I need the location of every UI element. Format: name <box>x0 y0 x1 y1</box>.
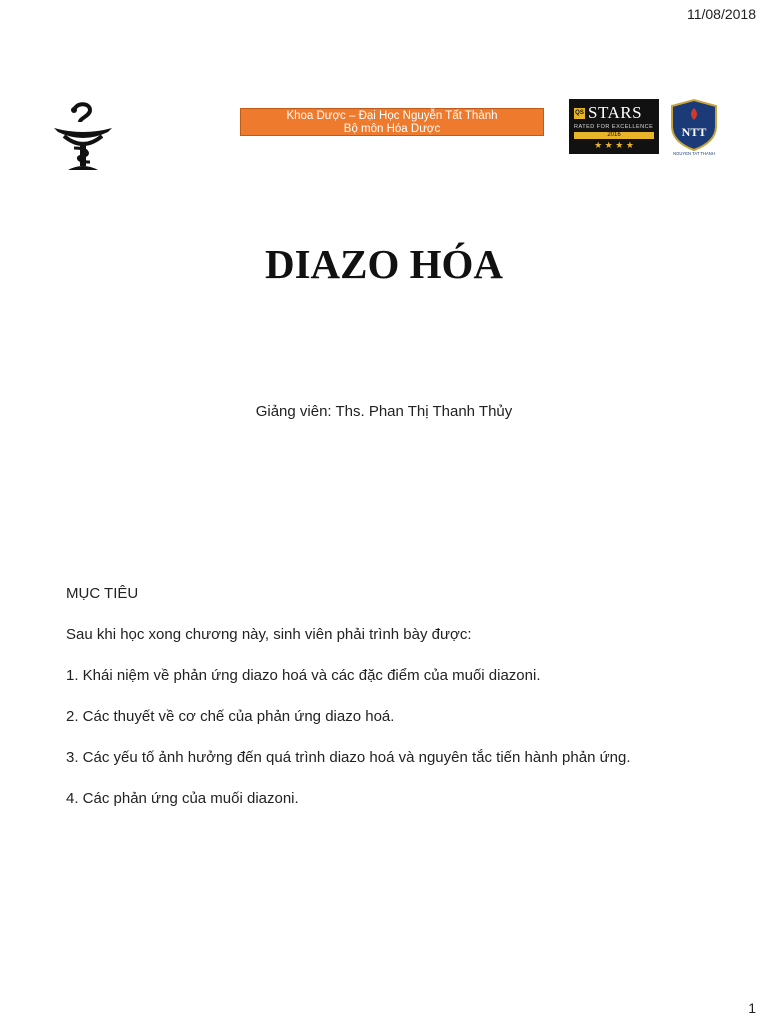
faculty-banner <box>240 108 544 136</box>
stars-tagline: RATED FOR EXCELLENCE <box>574 124 654 130</box>
objectives-heading: MỤC TIÊU <box>66 585 139 602</box>
objective-item: 1. Khái niệm về phản ứng diazo hoá và các đặc điểm của muối diazoni. <box>66 667 541 684</box>
star-rating-icon: ★ ★ ★ ★ <box>594 140 634 150</box>
ntt-university-shield-logo <box>668 98 720 156</box>
qs-stars-logo <box>569 99 659 154</box>
banner-department-line: Bộ môn Hóa Dược <box>343 123 441 135</box>
objective-item: 2. Các thuyết về cơ chế của phản ứng diazo hoá. <box>66 708 395 725</box>
banner-faculty-line: Khoa Dược – Đại Học Nguyễn Tất Thành <box>286 110 498 122</box>
page-number: 1 <box>748 1000 756 1016</box>
pharmacy-caduceus-icon <box>50 98 116 172</box>
objectives-intro: Sau khi học xong chương này, sinh viên phải trình bày được: <box>66 626 472 643</box>
slide-title: DIAZO HÓA <box>264 241 504 287</box>
ntt-monogram: NTT <box>681 125 707 139</box>
lecturer-name: Giảng viên: Ths. Phan Thị Thanh Thủy <box>255 403 513 420</box>
objective-item: 3. Các yếu tố ảnh hưởng đến quá trình diazo hoá và nguyên tắc tiến hành phản ứng. <box>66 749 631 766</box>
objective-item: 4. Các phản ứng của muối diazoni. <box>66 790 299 807</box>
slide-date: 11/08/2018 <box>686 6 756 22</box>
stars-word: STARS <box>588 103 643 122</box>
qs-badge: QS <box>574 108 585 119</box>
ntt-caption: NGUYEN TAT THANH <box>673 151 715 156</box>
stars-year: 2016 <box>574 132 654 139</box>
